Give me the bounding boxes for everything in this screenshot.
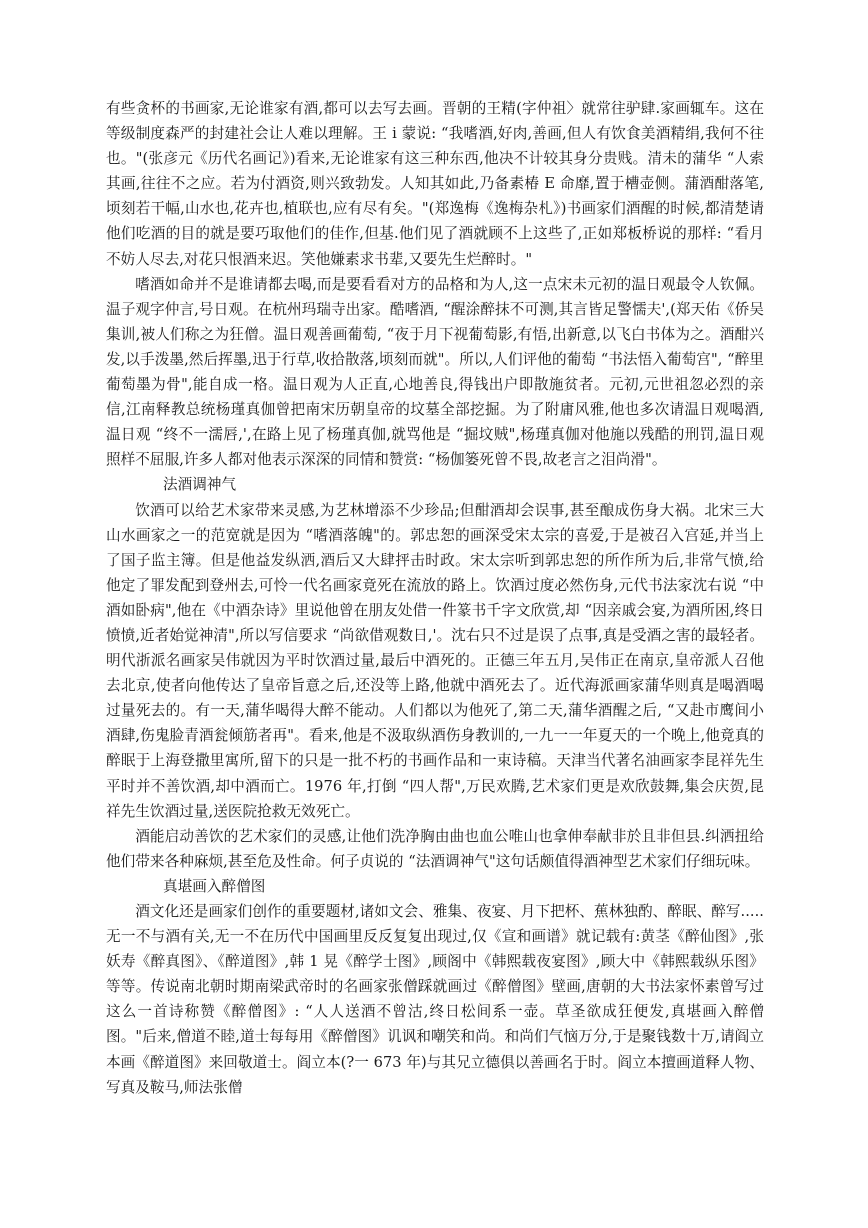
paragraph: 酒能启动善饮的艺术家们的灵感,让他们洗净胸由曲也血公唯山也拿伸奉献非於且非但县.纠洒扭给他们带来各种麻烦,甚至危及性命。何子贞说的 “法酒调神气"这句话颇值得酒神型艺术家们仔细玩味。 [106, 827, 764, 870]
section-heading: 真堪画入醉僧图 [162, 877, 266, 895]
paragraph: 嗜酒如命并不是谁请都去喝,而是要看看对方的品格和为人,这一点宋未元初的温日观最令人钦佩。温子观字仲言,号日观。在杭州玛瑞寺出家。酷嗜酒, “醒涂醉抹不可测,其言皆足警懦夫',(郑天佑《侨吴集训,被人们称之为狂僧。温日观善画葡萄, “夜于月下视葡萄影,有悟,出新意,以飞白书体为之。酒酣兴发,以手泼墨,然后挥墨,迅于行草,收拾散落,顷刻而就"。所以,人们评他的葡萄 “书法悟入葡萄宫", “醉里葡萄墨为骨",能自成一格。温日观为人正直,心地善良,得钱出户即散施贫者。元初,元世祖忽必烈的亲信,江南释教总统杨瑾真伽曾把南宋历朝皇帝的坟墓全部挖掘。为了附庸风雅,他也多次请温日观喝酒,温日观 “终不一濡唇,',在路上见了杨瑾真伽,就骂他是 “掘坟贼",杨瑾真伽对他施以残酷的刑罚,温日观照样不屈服,许多人都对他表示深深的同情和赞赏: “杨伽篓死曾不畏,故老言之泪尚滑"。 [106, 275, 764, 469]
paragraph: 有些贪杯的书画家,无论谁家有酒,都可以去写去画。晋朝的王精(字仲祖〉就常往驴肆.家画辄车。这在等级制度森严的封建社会让人难以理解。王 i 蒙说: “我嗜酒,好肉,善画,但人有饮食美酒精绢,我何不往也。"(张彦元《历代名画记》)看来,无论谁家有这三种东西,他决不计较其身分贵贱。清未的蒲华 “人索其画,往往不之应。若为付酒资,则兴致勃发。人知其如此,乃备素椿 E 命靡,置于槽壶侧。蒲酒酣落笔,顷刻若干幅,山水也,花卉也,植联也,应有尽有矣。"(郑逸梅《逸梅杂札》)书画家们酒醒的时候,都清楚请他们吃酒的目的就是要巧取他们的佳作,但基.他们见了酒就顾不上这些了,正如郑板桥说的那样: “看月不妨人尽去,对花只恨酒来迟。笑他嫌素求书辈,又要先生烂醉时。" [106, 100, 764, 268]
document-page [106, 96, 764, 1100]
paragraph: 酒文化还是画家们创作的重要题材,诸如文会、雅集、夜宴、月下把杯、蕉林独酌、醉眠、醉写.....无一不与酒有关,无一不在历代中国画里反反复复出现过,仅《宣和画谱》就记载有:黄茎《醉仙图》,张妖寿《醉真图》、《醉道图》,韩 1 晃《醉学士图》,顾阁中《韩熙载夜宴图》,顾大中《韩熙载纵乐图》等等。传说南北朝时期南梁武帝时的名画家张僧踩就画过《醉僧图》壁画,唐朝的大书法家怀素曾写过这么一首诗称赞《醉僧图》: “人人送酒不曾沽,终日松间系一壶。草圣欲成狂便发,真堪画入醉僧图。"后来,僧道不睦,道士每每用《醉僧图》讥讽和嘲笑和尚。和尚们气恼万分,于是聚钱数十万,请阎立本画《醉道图》来回敬道士。阎立本(?一 673 年)与其兄立德俱以善画名于时。阎立本擅画道释人物、写真及鞍马,师法张僧 [106, 903, 764, 1096]
section-heading: 法酒调神气 [162, 476, 237, 494]
paragraph: 饮酒可以给艺术家带来灵感,为艺林增添不少珍品;但酣酒却会误事,甚至酿成伤身大祸。北宋三大山水画家之一的范宽就是因为 “嗜酒落魄"的。郭忠恕的画深受宋太宗的喜爱,于是被召入宫延,并当上了国子监主簿。但是他益发纵洒,酒后又大肆抨击时政。宋太宗听到郭忠恕的所作所为后,非常气愤,给他定了罪发配到登州去,可怜一代名画家竟死在流放的路上。饮酒过度必然伤身,元代书法家沈右说 “中酒如卧病",他在《中酒杂诗》里说他曾在朋友处借一件篆书千字文欣赏,却 “因亲戚会宴,为酒所困,终日愤愤,近者始觉神清",所以写信要求 “尚欲借观数日,'。沈右只不过是误了点事,真是受酒之害的最轻者。明代浙派名画家吴伟就因为平时饮酒过量,最后中酒死的。正德三年五月,吴伟正在南京,皇帝派人召他去北京,使者向他传达了皇帝旨意之后,还没等上路,他就中酒死去了。近代海派画家蒲华则真是喝酒喝过量死去的。有一天,蒲华喝得大醉不能动。人们都以为他死了,第二天,蒲华酒醒之后, “又赴市鹰间小酒肆,伤鬼脸青酒瓮倾筋者再"。看来,他是不汲取纵酒伤身教训的,一九一一年夏天的一个晚上,他竟真的醉眠于上海登撒里寓所,留下的只是一批不朽的书画作品和一束诗稿。天津当代著名油画家李昆祥先生平时并不善饮酒,却中酒而亡。1976 年,打倒 “四人帮",万民欢腾,艺术家们更是欢欣鼓舞,集会庆贺,昆祥先生饮酒过量,送医院抢救无效死亡。 [106, 501, 764, 820]
